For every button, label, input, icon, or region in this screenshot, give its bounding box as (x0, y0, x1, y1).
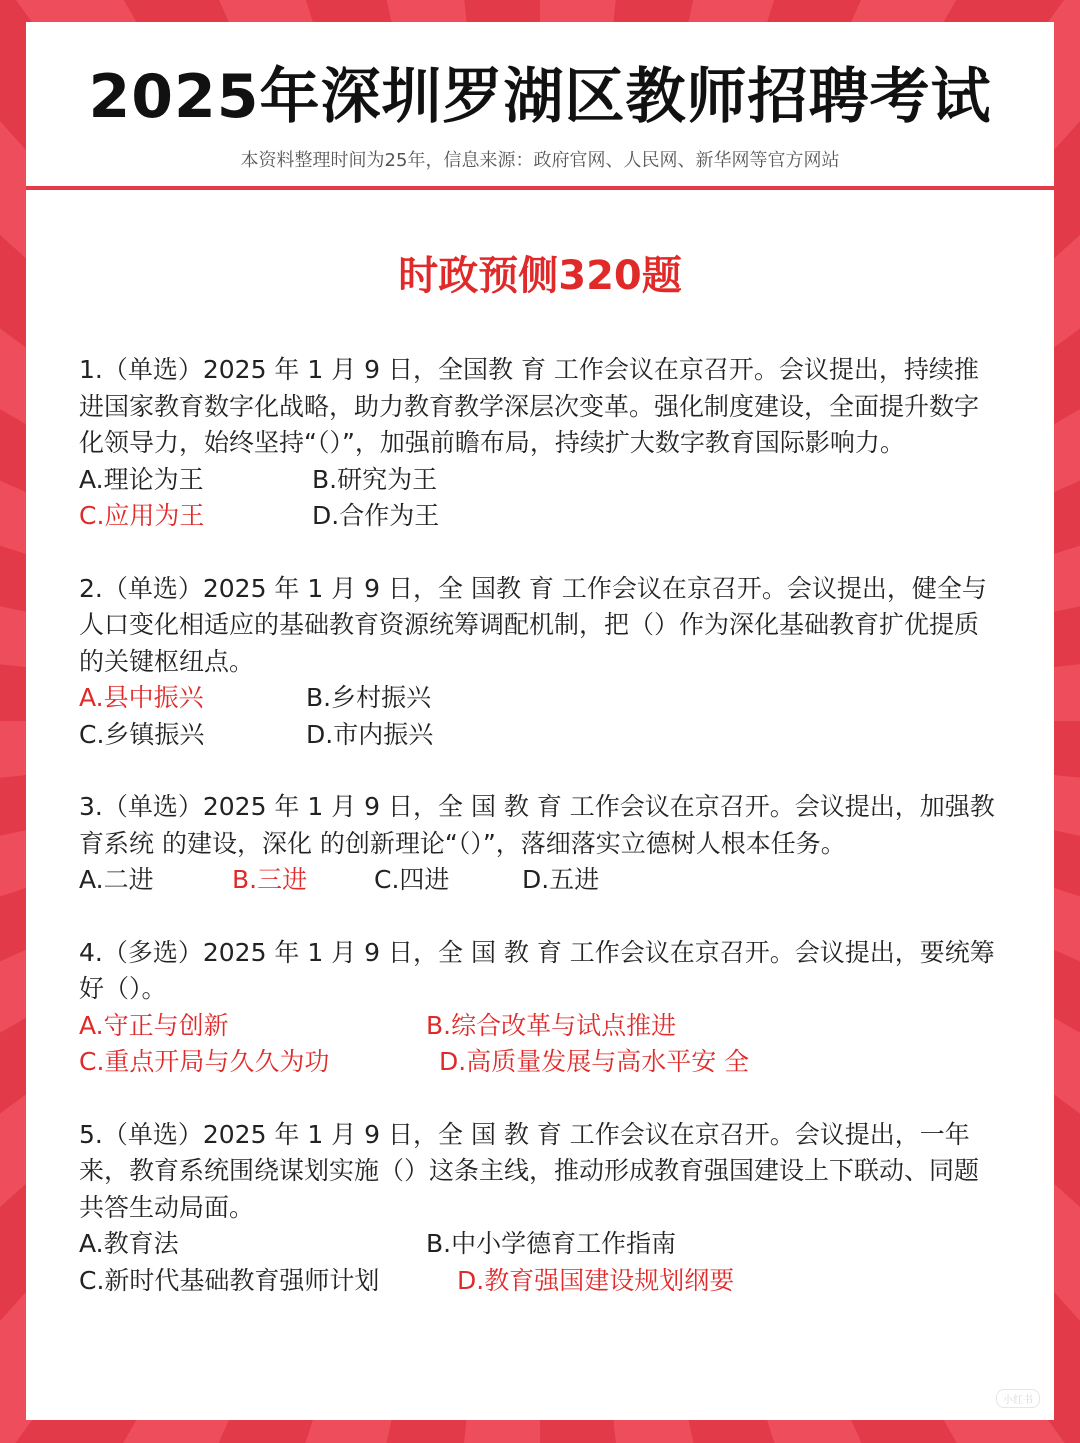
document-card (26, 22, 1054, 1420)
section-title: 时政预侧320题 (398, 253, 682, 299)
option-b: B.三进 (232, 865, 308, 894)
option-row (79, 462, 999, 499)
question-stem: 4.（多选）2025 年 1 月 9 日，全 国 教 育 工作会议在京召开。会议提出，要统筹好（）。 (79, 937, 995, 1003)
option-c: C.四进 (374, 865, 450, 894)
question-stem: 1.（单选）2025 年 1 月 9 日，全国教 育 工作会议在京召开。会议提出，持续推进国家教育数字化战略，助力教育教学深层次变革。强化制度建设，全面提升数字化领导力，始终坚持“（）”，加强前瞻布局，持续扩大数字教育国际影响力。 (79, 355, 980, 457)
header-divider (26, 186, 1054, 190)
question-5 (79, 1117, 999, 1300)
option-b: B.中小学德育工作指南 (426, 1229, 677, 1258)
question-stem: 3.（单选）2025 年 1 月 9 日，全 国 教 育 工作会议在京召开。会议提出，加强教育系统 的建设，深化 的创新理论“（）”，落细落实立德树人根本任务。 (79, 792, 995, 858)
option-c: C.应用为王 (79, 501, 205, 530)
option-a: A.县中振兴 (79, 683, 204, 712)
option-a: A.守正与创新 (79, 1010, 229, 1040)
option-d: D.高质量发展与高水平安 全 (439, 1047, 750, 1076)
page-title: 2025年深圳罗湖区教师招聘考试 (88, 62, 992, 132)
option-d: D.五进 (522, 865, 600, 894)
option-row (79, 498, 999, 535)
option-c: C.重点开局与久久为功 (79, 1047, 330, 1076)
question-stem: 2.（单选）2025 年 1 月 9 日，全 国教 育 工作会议在京召开。会议提出，健全与人口变化相适应的基础教育资源统筹调配机制，把（）作为深化基础教育扩优提质的关键枢纽点。 (79, 573, 987, 676)
question-1 (79, 352, 999, 535)
option-c: C.乡镇振兴 (79, 719, 205, 749)
source-note: 本资料整理时间为25年，信息来源：政府官网、人民网、新华网等官方网站 (240, 150, 840, 171)
option-d: D.市内振兴 (306, 719, 434, 749)
question-stem: 5.（单选）2025 年 1 月 9 日，全 国 教 育 工作会议在京召开。会议提出，一年来，教育系统围绕谋划实施（）这条主线，推动形成教育强国建设上下联动、同题共答生动局面。 (79, 1119, 980, 1222)
question-list (79, 352, 999, 1335)
option-row (79, 717, 999, 754)
option-b: B.综合改革与试点推进 (426, 1010, 677, 1040)
question-3 (79, 789, 999, 899)
option-row (79, 862, 999, 899)
question-4 (79, 935, 999, 1081)
option-row (79, 1044, 999, 1081)
option-a: A.教育法 (79, 1229, 179, 1258)
watermark-logo: 小红书 (996, 1389, 1040, 1408)
option-row (79, 680, 999, 717)
option-d: D.教育强国建设规划纲要 (457, 1265, 735, 1295)
option-b: B.乡村振兴 (306, 683, 432, 712)
option-d: D.合作为王 (312, 501, 440, 530)
option-c: C.新时代基础教育强师计划 (79, 1265, 380, 1295)
option-row (79, 1263, 999, 1300)
option-row (79, 1226, 999, 1263)
option-a: A.二进 (79, 865, 154, 894)
question-2 (79, 571, 999, 754)
option-a: A.理论为王 (79, 464, 204, 494)
option-row (79, 1008, 999, 1045)
option-b: B.研究为王 (312, 464, 438, 494)
